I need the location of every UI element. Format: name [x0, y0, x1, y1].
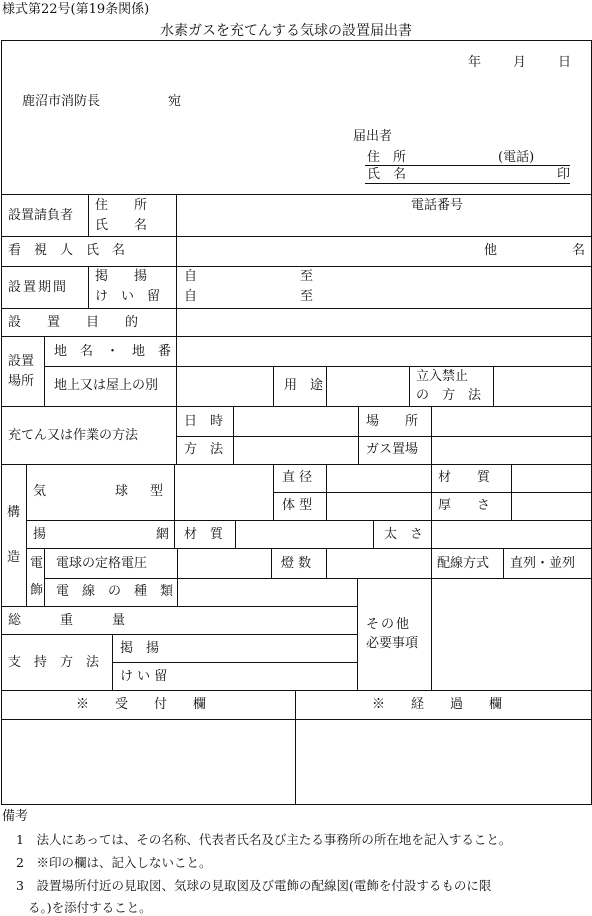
date-year: 年 — [468, 55, 482, 70]
volume-label: 体 型 — [282, 498, 313, 513]
other-items-label-2: 必要事項 — [366, 636, 419, 651]
total-weight-label: 総 重 量 — [8, 613, 126, 628]
wiring-method-label: 配線方式 — [437, 556, 490, 571]
series-parallel-option: 直列・並列 — [510, 556, 576, 571]
notes-heading: 備考 — [2, 809, 29, 824]
note-item: 1 法人にあっては、その名称、代表者氏名及び主たる事務所の所在地を記入すること。 — [16, 832, 512, 847]
progress-label: ※ 経 過 欄 — [372, 697, 503, 712]
place-name-label: 地 名 ・ 地 番 — [54, 344, 172, 359]
no-entry-label-2: の 方 法 — [416, 388, 482, 403]
others-label: 他 — [484, 243, 498, 258]
support-method-label: 支 持 方 法 — [8, 655, 100, 670]
net-label: 網 — [156, 527, 170, 542]
form-number: 様式第22号(第19条関係) — [2, 2, 150, 17]
contractor-label: 設置請負者 — [8, 208, 74, 223]
thickness-label: 厚 さ — [438, 498, 491, 513]
balloon-type-label-1: 気 — [33, 484, 47, 499]
elec-label-2: 飾 — [30, 583, 44, 598]
datetime-label: 日 時 — [184, 414, 224, 429]
period-hoist-label: 掲 揚 — [95, 269, 148, 284]
elec-label-1: 電 — [30, 556, 44, 571]
support-hoist-label: 掲 揚 — [120, 641, 160, 656]
contractor-address-label: 住 所 — [95, 198, 148, 213]
seal-mark: 印 — [557, 167, 571, 182]
structure-label-2: 造 — [7, 550, 21, 565]
lamp-count-label: 燈 数 — [281, 556, 312, 571]
net-prefix-label: 揚 — [33, 527, 47, 542]
support-tether-label: け い 留 — [120, 669, 168, 684]
use-label: 用 途 — [284, 378, 324, 393]
balloon-type-label-2: 球 — [115, 484, 129, 499]
others-count-label: 名 — [572, 243, 586, 258]
no-entry-label-1: 立入禁止 — [416, 369, 469, 384]
net-material-label: 材 質 — [184, 527, 224, 542]
place-label: 場 所 — [366, 414, 419, 429]
purpose-label: 設 置 目 的 — [8, 315, 139, 330]
notifier-phone-label: (電話) — [498, 150, 535, 165]
gas-storage-label: ガス置場 — [366, 442, 419, 457]
period-hoist-to: 至 — [300, 269, 314, 284]
balloon-type-label-3: 型 — [150, 484, 164, 499]
material-label: 材 質 — [438, 470, 491, 485]
notifier-label: 届出者 — [353, 129, 393, 144]
notifier-name-label: 氏 名 — [367, 167, 407, 182]
name-underline — [365, 183, 570, 184]
page-title: 水素ガスを充てんする気球の設置届出書 — [160, 23, 412, 39]
addressee-suffix: 宛 — [168, 94, 182, 109]
other-items-label-1: その他 — [366, 617, 412, 632]
period-tether-label: け い 留 — [95, 289, 161, 304]
location-label-2: 場所 — [8, 374, 35, 389]
note-item: 3 設置場所付近の見取図、気球の見取図及び電飾の配線図(電飾を付設するものに限 — [16, 878, 492, 893]
note-item-continuation: る。)を添付すること。 — [28, 900, 152, 915]
structure-label-1: 構 — [7, 505, 21, 520]
phone-number-label: 電話番号 — [411, 198, 464, 213]
diameter-label: 直 径 — [282, 470, 313, 485]
address-underline — [365, 165, 570, 166]
addressee: 鹿沼市消防長 — [22, 94, 101, 109]
reception-label: ※ 受 付 欄 — [76, 697, 207, 712]
rated-voltage-label: 電球の定格電圧 — [56, 556, 148, 571]
ground-roof-label: 地上又は屋上の別 — [54, 378, 159, 393]
date-month: 月 — [513, 55, 527, 70]
wire-type-label: 電 線 の 種 類 — [56, 584, 174, 599]
period-tether-to: 至 — [300, 289, 314, 304]
note-item: 2 ※印の欄は、記入しないこと。 — [16, 855, 212, 870]
period-label: 設置期間 — [8, 280, 69, 295]
date-day: 日 — [558, 55, 572, 70]
watcher-name-label: 看 視 人 氏 名 — [8, 243, 126, 258]
notifier-address-label: 住 所 — [367, 150, 407, 165]
fill-work-label: 充てん又は作業の方法 — [8, 428, 139, 443]
period-tether-from: 自 — [184, 289, 198, 304]
contractor-name-label: 氏 名 — [95, 218, 148, 233]
net-thickness-label: 太 さ — [384, 527, 424, 542]
method-label: 方 法 — [184, 442, 224, 457]
location-label-1: 設置 — [8, 354, 35, 369]
period-hoist-from: 自 — [184, 269, 198, 284]
